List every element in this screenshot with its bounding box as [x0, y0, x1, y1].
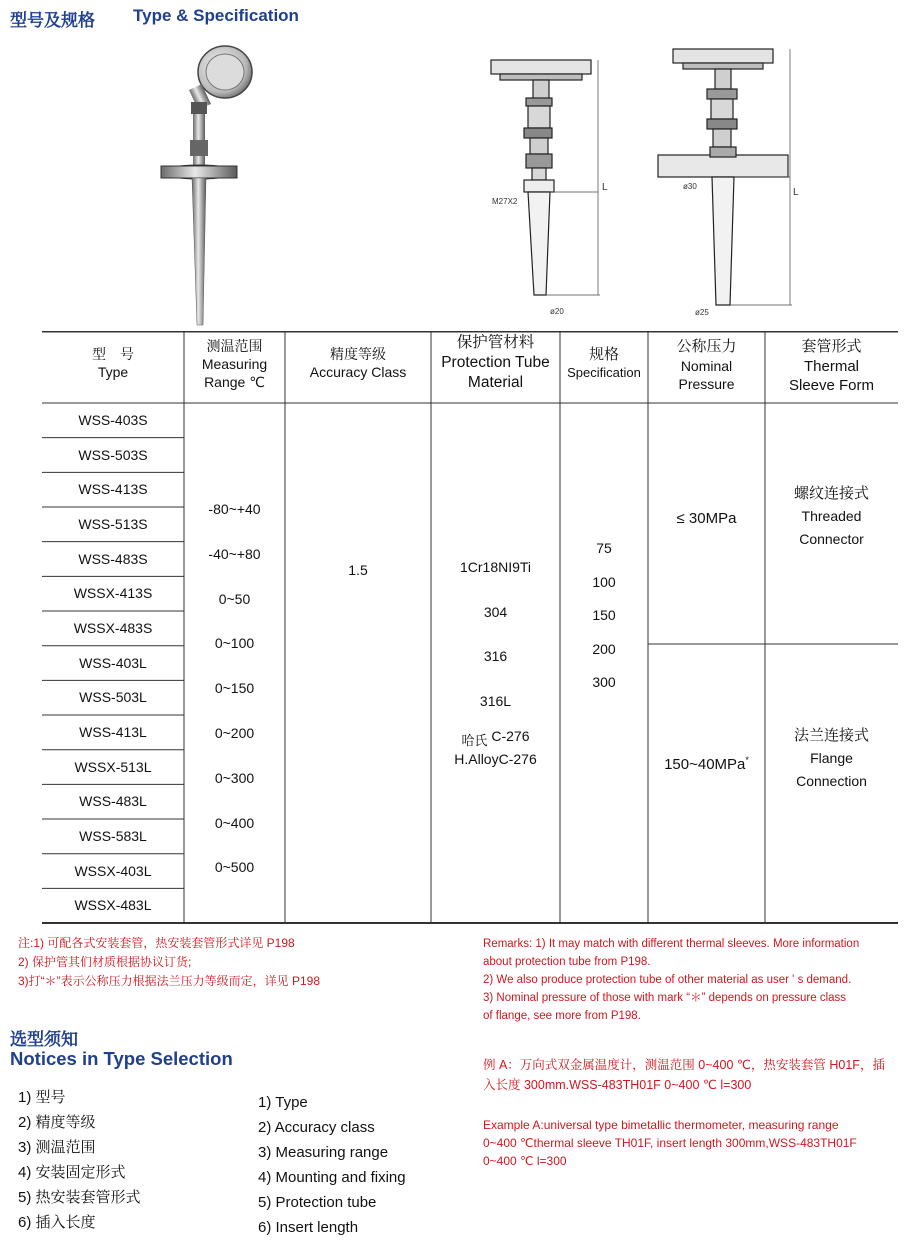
hastelloy-cn: 哈氏 — [461, 733, 488, 748]
header-spec-en: Specification — [567, 364, 641, 380]
material-value: 316 — [483, 648, 508, 664]
notice-item-cn: 6) 插入长度 — [18, 1214, 96, 1231]
dim-label-d30: ø30 — [683, 182, 697, 191]
header-sleeve-en2: Sleeve Form — [788, 377, 875, 394]
thermometer-photo — [155, 40, 265, 330]
dim-label-l: L — [793, 187, 799, 198]
example-en-line: 0~400 ℃ l=300 — [483, 1154, 567, 1168]
header-pressure-en2: Pressure — [678, 375, 735, 392]
example-cn — [483, 1055, 903, 1095]
example-cn-line: 例 A：万向式双金属温度计，测温范围 0~400 ℃，热安装套管 H01F，插 — [483, 1058, 885, 1072]
header-material-cn: 保护管材料 — [456, 334, 535, 351]
dim-label-m: M27X2 — [492, 197, 518, 206]
notice-item-cn: 5) 热安装套管形式 — [18, 1189, 141, 1206]
type-row: WSSX-483S — [73, 620, 153, 637]
spec-column — [560, 532, 648, 700]
notice-item-cn: 4) 安装固定形式 — [18, 1164, 126, 1181]
header-material — [431, 333, 560, 393]
dim-label-d20: ø20 — [550, 307, 564, 316]
range-value: 0~500 — [214, 859, 255, 876]
range-value: 0~400 — [214, 814, 255, 831]
remark-line: Remarks: 1) It may match with different thermal sleeves. More information — [483, 938, 860, 950]
material-value: 1Cr18NI9Ti — [459, 559, 532, 575]
remark-line: 2) We also produce protection tube of other material as user ' s demand. — [483, 974, 852, 986]
dim-label-l: L — [602, 182, 608, 193]
notice-item-en: 1) Type — [258, 1094, 308, 1111]
header-range-en2: Range ℃ — [204, 374, 265, 391]
spec-value: 75 — [596, 540, 612, 556]
range-value: -80~+40 — [208, 501, 261, 517]
type-row: WSS-483L — [79, 793, 147, 810]
header-sleeve-en1: Thermal — [803, 357, 859, 375]
remark-line: 3) Nominal pressure of those with mark “＊” depends on pressure class — [483, 992, 847, 1004]
type-row: WSS-483S — [78, 550, 148, 567]
header-material-en2: Material — [467, 374, 524, 392]
header-material-en1: Protection Tube — [441, 354, 550, 372]
header-type-en: Type — [97, 364, 129, 381]
notice-item-cn: 3) 测温范围 — [18, 1139, 96, 1156]
range-column — [184, 487, 285, 890]
material-value: 316L — [479, 692, 512, 709]
notice-item-en: 3) Measuring range — [258, 1144, 389, 1161]
material-hastelloy — [431, 727, 560, 768]
note-line: 2) 保护管其们材质根据协议订货; — [18, 955, 192, 969]
remark-line: about protection tube from P198. — [483, 956, 651, 968]
remark-line: of flange, see more from P198. — [483, 1010, 641, 1022]
type-row: WSS-403S — [78, 412, 148, 428]
spec-value: 300 — [592, 674, 616, 691]
type-row: WSS-413S — [78, 481, 148, 498]
range-value: -40~+80 — [208, 545, 261, 562]
sleeve-flange-en1: Flange — [810, 750, 853, 766]
header-spec — [560, 345, 648, 381]
header-accuracy-en: Accuracy Class — [309, 364, 407, 381]
spec-value: 200 — [592, 640, 616, 657]
sleeve-flange-cn: 法兰连接式 — [793, 727, 869, 744]
sleeve-flange-en2: Connection — [796, 773, 867, 789]
sleeve-flange — [765, 724, 898, 793]
range-value: 0~150 — [214, 680, 255, 697]
threaded-connector-drawing — [488, 50, 613, 320]
sleeve-threaded-cn: 螺纹连接式 — [793, 485, 869, 502]
example-en — [483, 1116, 903, 1170]
header-type-cn: 型 号 — [92, 346, 134, 362]
example-en-line: 0~400 ℃thermal sleeve TH01F, insert length 300mm,WSS-483TH01F — [483, 1136, 857, 1150]
header-spec-cn: 规格 — [588, 346, 619, 363]
pressure-threaded: ≤ 30MPa — [676, 510, 737, 527]
remarks-en — [483, 935, 903, 1025]
range-value: 0~50 — [218, 590, 251, 607]
spec-value: 150 — [592, 607, 616, 624]
range-value: 0~100 — [214, 635, 255, 652]
range-value: 0~200 — [214, 724, 255, 741]
notice-item-en: 6) Insert length — [258, 1219, 359, 1236]
example-en-line: Example A:universal type bimetallic thermometer, measuring range — [483, 1118, 839, 1132]
header-accuracy — [285, 345, 431, 381]
header-pressure-cn: 公称压力 — [676, 338, 737, 355]
title-en: Type & Specification — [133, 6, 299, 25]
notice-item-en: 4) Mounting and fixing — [258, 1169, 406, 1186]
notice-item-cn: 1) 型号 — [18, 1089, 66, 1106]
type-row: WSSX-483L — [74, 897, 152, 914]
type-row: WSS-403L — [79, 654, 147, 671]
type-row: WSS-513S — [78, 516, 148, 532]
type-row: WSSX-413S — [73, 585, 153, 602]
notice-item-cn: 2) 精度等级 — [18, 1114, 96, 1131]
notices-list-en — [258, 1090, 406, 1240]
notices-title-en: Notices in Type Selection — [10, 1048, 233, 1069]
sleeve-threaded — [765, 482, 898, 551]
spec-table — [42, 331, 898, 924]
type-row: WSS-413L — [79, 724, 147, 741]
type-row: WSSX-513L — [74, 758, 152, 775]
material-column — [431, 545, 560, 723]
header-pressure-en1: Nominal — [680, 357, 733, 374]
sleeve-threaded-en1: Threaded — [801, 508, 862, 524]
notices-title-cn: 选型须知 — [10, 1030, 78, 1049]
header-range — [184, 337, 285, 392]
type-row: WSSX-403L — [74, 862, 152, 879]
header-range-en1: Measuring — [201, 356, 268, 373]
dim-label-d25: ø25 — [695, 308, 709, 317]
notice-item-en: 2) Accuracy class — [258, 1119, 375, 1136]
hastelloy-grade: C-276 — [491, 728, 530, 744]
flange-connector-drawing — [655, 45, 800, 320]
pressure-flange-mark: * — [745, 755, 749, 765]
header-sleeve-cn: 套管形式 — [801, 338, 862, 355]
spec-value: 100 — [592, 573, 616, 590]
header-range-cn: 测温范围 — [206, 338, 263, 354]
type-row: WSS-503S — [78, 446, 148, 463]
pressure-flange-value: 150~40MPa — [664, 756, 746, 773]
pressure-flange — [648, 755, 765, 775]
type-row: WSS-503L — [79, 689, 147, 706]
sleeve-threaded-en2: Connector — [799, 531, 864, 547]
header-type — [42, 345, 184, 381]
note-line: 注:1) 可配各式安装套管，热安装套管形式详见 P198 — [18, 936, 295, 950]
notices-list-cn — [18, 1085, 141, 1235]
hastelloy-en: H.AlloyC-276 — [454, 750, 537, 767]
note-line: 3)打“＊”表示公称压力根据法兰压力等级而定，详见 P198 — [18, 974, 321, 988]
notes-cn — [18, 934, 458, 991]
header-accuracy-cn: 精度等级 — [330, 346, 386, 362]
type-row: WSS-583L — [79, 828, 147, 845]
header-sleeve — [765, 337, 898, 396]
range-value: 0~300 — [214, 769, 255, 786]
header-pressure — [648, 337, 765, 393]
accuracy-value: 1.5 — [348, 562, 368, 578]
example-cn-line: 入长度 300mm.WSS-483TH01F 0~400 ℃ l=300 — [483, 1078, 752, 1092]
material-value: 304 — [483, 603, 508, 620]
title-cn: 型号及规格 — [10, 11, 95, 30]
notice-item-en: 5) Protection tube — [258, 1194, 377, 1211]
